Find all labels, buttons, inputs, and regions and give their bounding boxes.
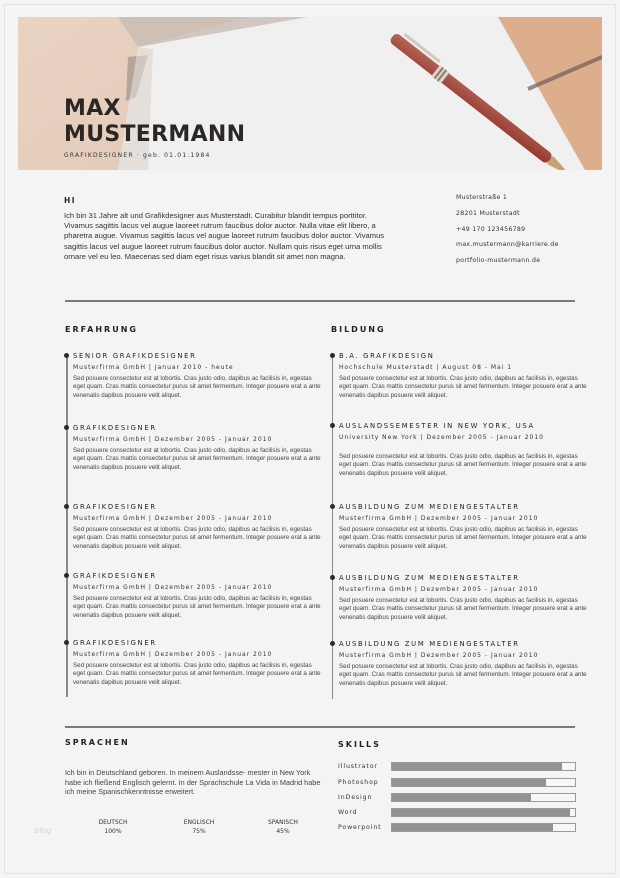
bullet-dot-icon — [64, 573, 69, 578]
entry-title: B.A. GRAFIKDESIGN — [339, 352, 435, 360]
entry-description: Sed posuere consectetur est at lobortis. Cras justo odio, dapibus ac facilisis in, egestas eget quam. Cras mattis consectetur purus sit amet fermentum. Integer posuere erat a ante venenatis dapibus posuere velit aliquet. — [339, 453, 587, 477]
contact-website[interactable]: portfolio-mustermann.de — [456, 257, 541, 265]
language-name: ENGLISCH — [183, 819, 215, 826]
entry-subtitle: Musterfirma GmbH | Januar 2010 - heute — [73, 364, 234, 371]
languages-heading: SPRACHEN — [65, 738, 130, 747]
entry-title: GRAFIKDESIGNER — [73, 503, 157, 511]
bullet-dot-icon — [330, 641, 335, 646]
entry-title: GRAFIKDESIGNER — [73, 572, 157, 580]
language-level: 100% — [104, 828, 122, 835]
entry-description: Sed posuere consectetur est at lobortis. Cras justo odio, dapibus ac facilisis in, egestas eget quam. Cras mattis consectetur purus sit amet fermentum. Integer posuere erat a ante venenatis dapibus posuere velit aliquet. — [73, 595, 321, 619]
skills-heading: SKILLS — [338, 740, 381, 749]
skill-bar-illustrator — [391, 762, 576, 771]
skill-bar-fill — [392, 779, 546, 786]
contact-city: 28201 Musterstadt — [456, 209, 520, 217]
experience-heading: ERFAHRUNG — [65, 325, 138, 334]
entry-subtitle: Hochschule Musterstadt | August 08 - Mai 1 — [339, 364, 513, 371]
contact-email[interactable]: max.mustermann@karriere.de — [456, 241, 559, 249]
bullet-dot-icon — [330, 353, 335, 358]
entry-description: Sed posuere consectetur est at lobortis. Cras justo odio, dapibus ac facilisis in, egestas eget quam. Cras mattis consectetur purus sit amet fermentum. Integer posuere erat a ante venenatis dapibus posuere velit aliquet. — [339, 597, 587, 621]
entry-subtitle: Musterfirma GmbH | Dezember 2005 - Januar 2010 — [73, 584, 273, 591]
intro-text: Ich bin 31 Jahre alt und Grafikdesigner aus Musterstadt. Curabitur blandit tempus porttitor. Vivamus sagittis lacus vel augue laoreet rutrum faucibus dolor auctor. Nulla vitae elit libero, a pharetra augue. Vivamus sagittis lacus vel augue laoreet rutrum faucibus dolor auctor. Vivamus sagittis lacus vel augue laoreet rutrum faucibus dolor auctor. Nullam quis risus eget urna mollis ornare vel eu leo. Maecenas sed diam eget risus varius blandit sit amet non magna. — [64, 211, 385, 261]
intro-heading: HI — [64, 196, 77, 205]
entry-description: Sed posuere consectetur est at lobortis. Cras justo odio, dapibus ac facilisis in, egestas eget quam. Cras mattis consectetur purus sit amet fermentum. Integer posuere erat a ante venenatis dapibus posuere velit aliquet. — [339, 526, 587, 550]
skill-bar-indesign — [391, 793, 576, 802]
divider-top — [65, 300, 575, 302]
bullet-dot-icon — [330, 423, 335, 428]
entry-subtitle: Musterfirma GmbH | Dezember 2005 - Januar 2010 — [73, 515, 273, 522]
skill-bar-powerpoint — [391, 823, 576, 832]
entry-title: AUSBILDUNG ZUM MEDIENGESTALTER — [339, 640, 520, 648]
entry-subtitle: Musterfirma GmbH | Dezember 2005 - Januar 2010 — [339, 586, 539, 593]
skill-label: Word — [338, 809, 358, 816]
entry-description: Sed posuere consectetur est at lobortis. Cras justo odio, dapibus ac facilisis in, egestas eget quam. Cras mattis consectetur purus sit amet fermentum. Integer posuere erat a ante venenatis dapibus posuere velit aliquet. — [73, 526, 321, 550]
entry-title: AUSBILDUNG ZUM MEDIENGESTALTER — [339, 574, 520, 582]
bullet-dot-icon — [64, 353, 69, 358]
timeline-line — [66, 354, 68, 697]
skill-bar-word — [391, 808, 576, 817]
contact-street: Musterstraße 1 — [456, 194, 508, 201]
entry-description: Sed posuere consectetur est at lobortis. Cras justo odio, dapibus ac facilisis in, egestas eget quam. Cras mattis consectetur purus sit amet fermentum. Integer posuere erat a ante venenatis dapibus posuere velit aliquet. — [73, 662, 321, 686]
candidate-name — [64, 96, 245, 148]
skill-bar-fill — [392, 763, 562, 770]
first-name: MAX — [64, 96, 121, 121]
language-level: 45% — [276, 828, 290, 835]
entry-description: Sed posuere consectetur est at lobortis. Cras justo odio, dapibus ac facilisis in, egestas eget quam. Cras mattis consectetur purus sit amet fermentum. Integer posuere erat a ante venenatis dapibus posuere velit aliquet. — [73, 447, 321, 471]
skill-bar-fill — [392, 824, 553, 831]
entry-subtitle: Musterfirma GmbH | Dezember 2005 - Januar 2010 — [339, 652, 539, 659]
watermark: blog — [34, 826, 52, 835]
bullet-dot-icon — [330, 575, 335, 580]
languages-text: Ich bin in Deutschland geboren. In meinem Auslandsse- mester in New York habe ich fließend Englisch gelernt. In der Sprachschule La Vida in Madrid habe ich meine Spanischkenntnisse erweitert. — [65, 768, 321, 797]
language-spanish — [253, 818, 313, 836]
bullet-dot-icon — [64, 425, 69, 430]
entry-title: AUSLANDSSEMESTER IN NEW YORK, USA — [339, 422, 535, 430]
skill-bar-photoshop — [391, 778, 576, 787]
timeline-line — [332, 354, 333, 699]
language-name: DEUTSCH — [98, 819, 128, 826]
language-english — [169, 818, 229, 836]
skill-label: InDesign — [338, 794, 373, 801]
entry-title: GRAFIKDESIGNER — [73, 424, 157, 432]
language-name: SPANISCH — [268, 819, 298, 826]
entry-title: GRAFIKDESIGNER — [73, 639, 157, 647]
bullet-dot-icon — [64, 504, 69, 509]
contact-block — [456, 194, 559, 273]
language-level: 75% — [192, 828, 206, 835]
entry-subtitle: University New York | Dezember 2005 - Januar 2010 — [339, 434, 544, 441]
entry-description: Sed posuere consectetur est at lobortis. Cras justo odio, dapibus ac facilisis in, egestas eget quam. Cras mattis consectetur purus sit amet fermentum. Integer posuere erat a ante venenatis dapibus posuere velit aliquet. — [339, 663, 587, 687]
bullet-dot-icon — [330, 504, 335, 509]
entry-title: AUSBILDUNG ZUM MEDIENGESTALTER — [339, 503, 520, 511]
skill-bar-fill — [392, 809, 570, 816]
contact-phone[interactable]: +49 170 123456789 — [456, 225, 526, 233]
entry-description: Sed posuere consectetur est at lobortis. Cras justo odio, dapibus ac facilisis in, egestas eget quam. Cras mattis consectetur purus sit amet fermentum. Integer posuere erat a ante venenatis dapibus posuere velit aliquet. — [339, 375, 587, 399]
skill-label: Illustrator — [338, 763, 378, 770]
skill-bar-fill — [392, 794, 531, 801]
bullet-dot-icon — [64, 640, 69, 645]
entry-title: SENIOR GRAFIKDESIGNER — [73, 352, 197, 360]
language-german — [83, 818, 143, 836]
entry-subtitle: Musterfirma GmbH | Dezember 2005 - Januar 2010 — [73, 651, 273, 658]
entry-description: Sed posuere consectetur est at lobortis. Cras justo odio, dapibus ac facilisis in, egestas eget quam. Cras mattis consectetur purus sit amet fermentum. Integer posuere erat a ante venenatis dapibus posuere velit aliquet. — [73, 375, 321, 399]
entry-subtitle: Musterfirma GmbH | Dezember 2005 - Januar 2010 — [73, 436, 273, 443]
divider-bottom — [65, 726, 575, 728]
entry-subtitle: Musterfirma GmbH | Dezember 2005 - Januar 2010 — [339, 515, 539, 522]
last-name: MUSTERMANN — [64, 122, 246, 147]
skill-label: Photoshop — [338, 779, 379, 786]
job-title-birthdate: GRAFIKDESIGNER · geb. 01.01.1984 — [64, 152, 211, 159]
education-heading: BILDUNG — [331, 325, 386, 334]
skill-label: Powerpoint — [338, 824, 382, 831]
